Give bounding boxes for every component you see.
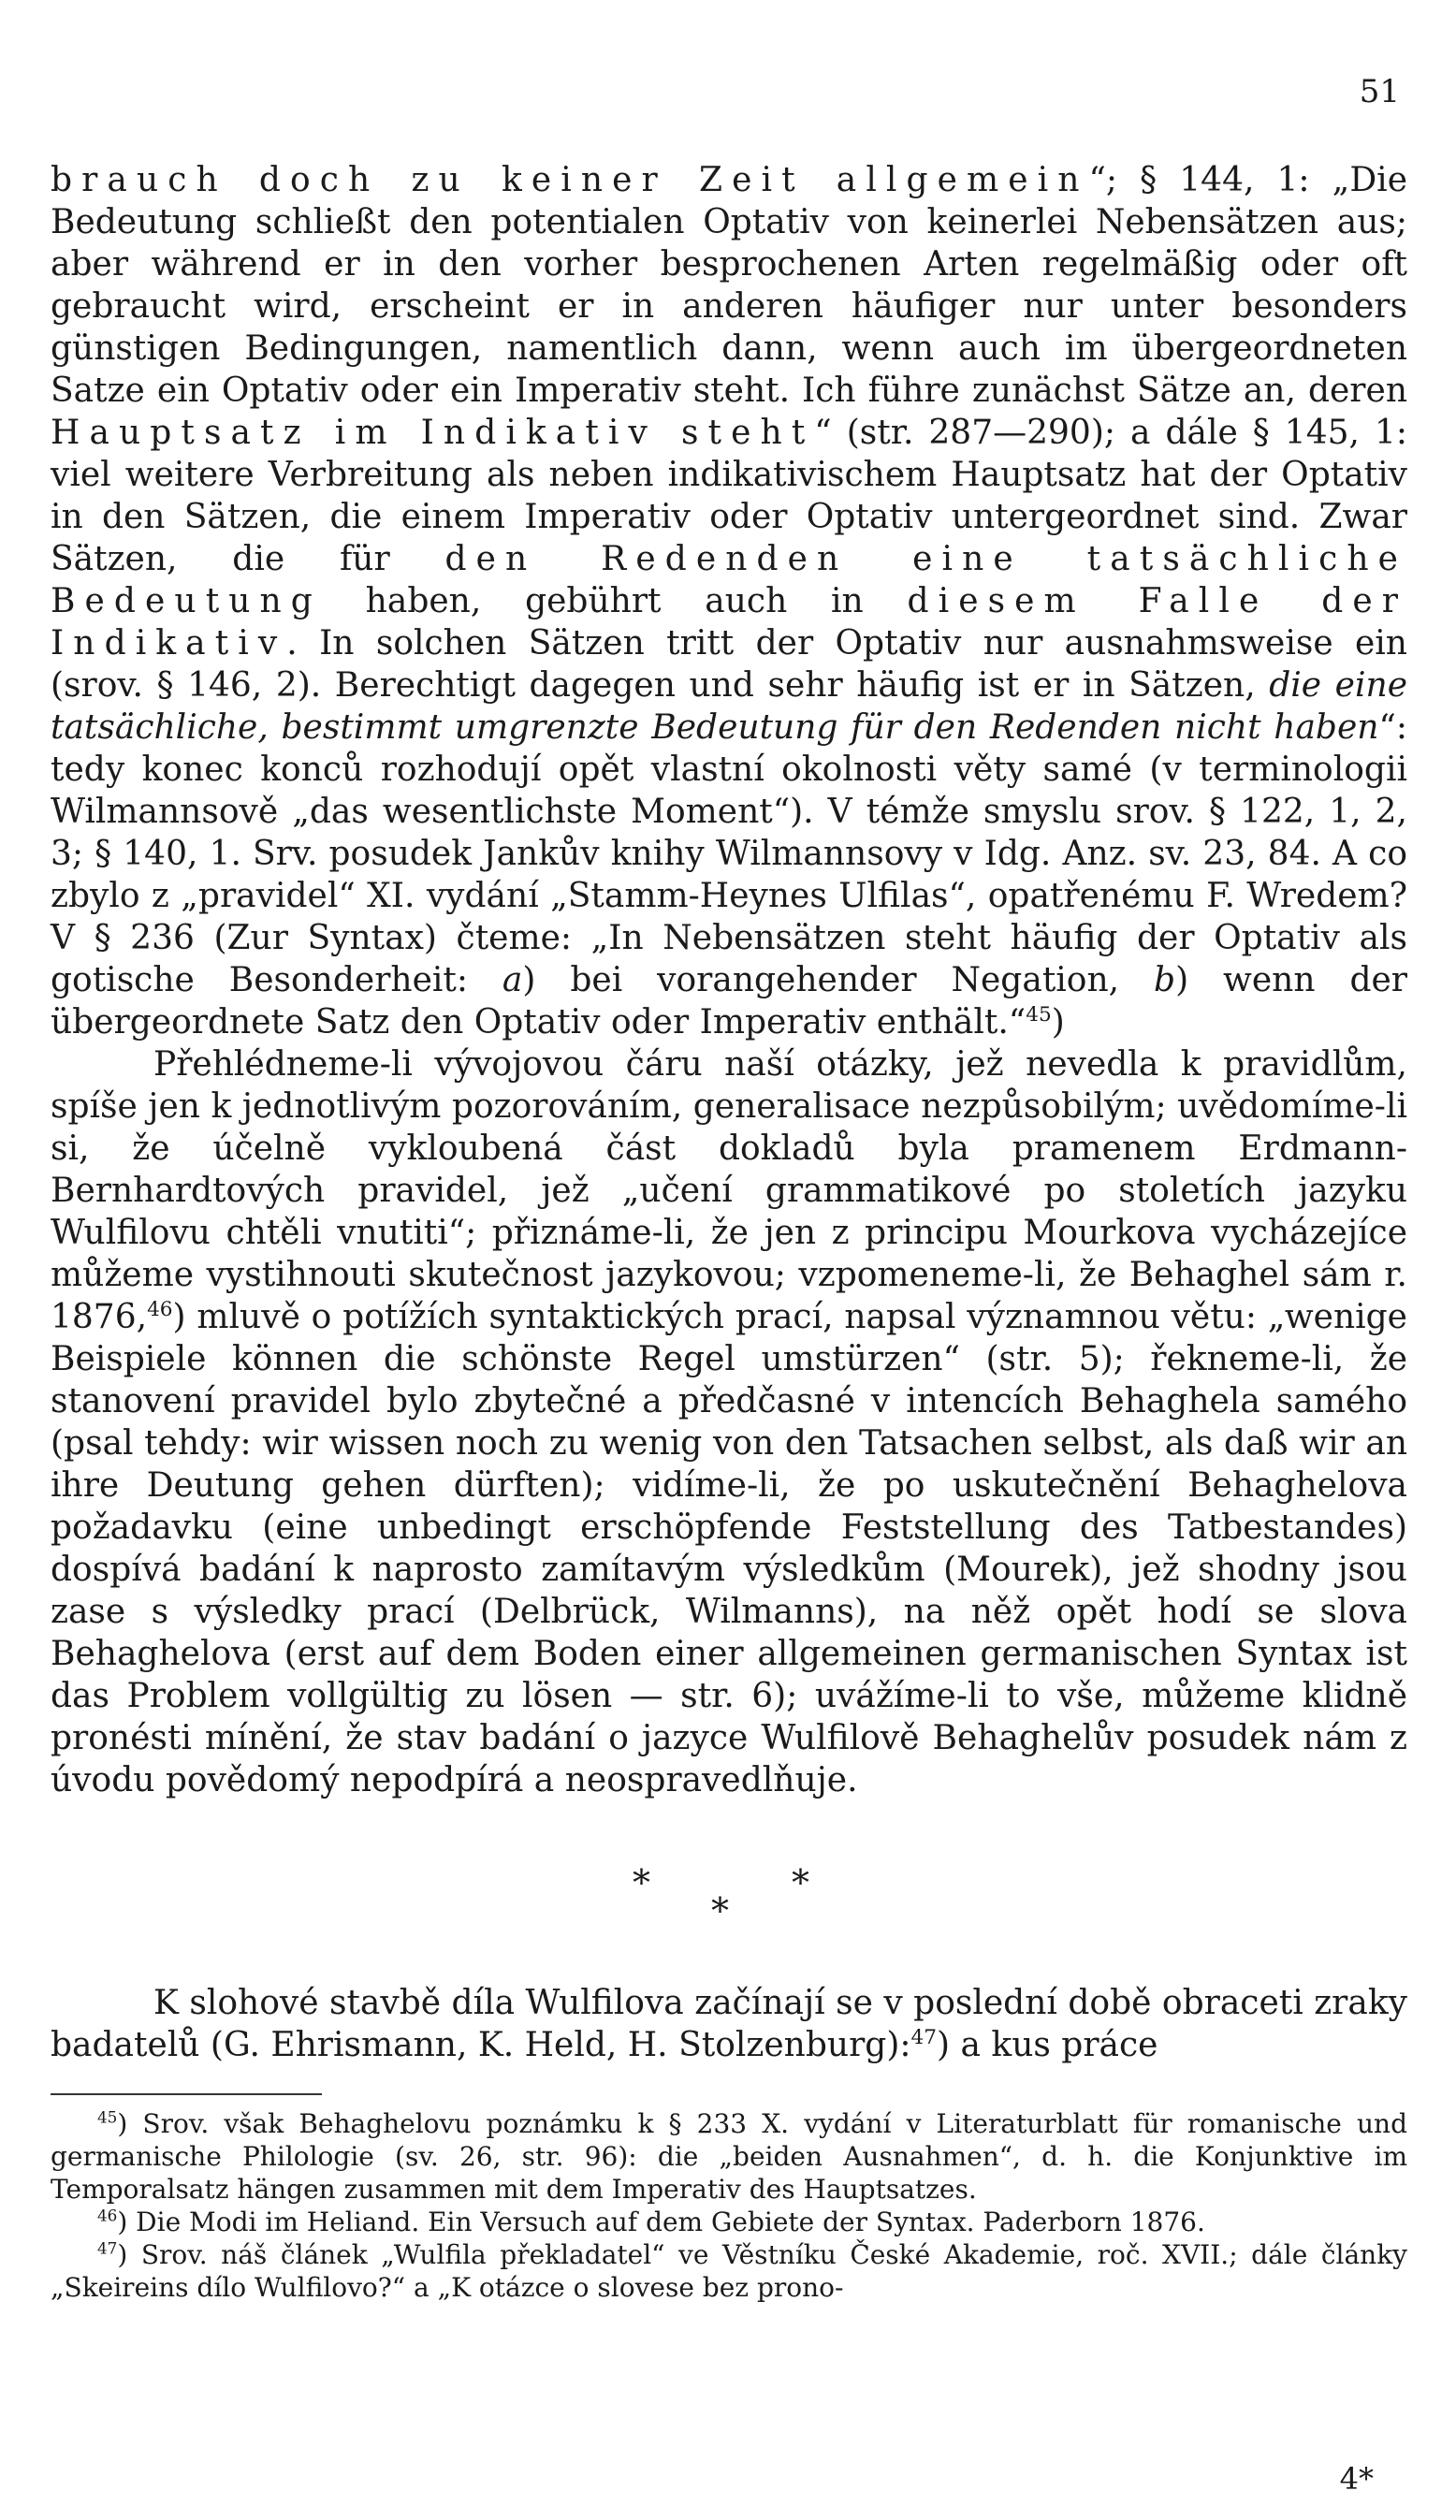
footnote-ref: 45 — [1026, 1003, 1052, 1027]
paragraph-1 — [51, 159, 1407, 1043]
text-run: ) a kus práce — [936, 2026, 1158, 2064]
footnote-text: ) Die Modi im Heliand. Ein Versuch auf dem Gebiete der Syntax. Paderborn 1876. — [117, 2207, 1205, 2237]
paragraph-3 — [51, 1982, 1407, 2066]
spaced-text: diesem Falle der Indikativ — [51, 582, 1407, 663]
section-divider — [0, 1862, 1456, 1937]
text-run: ) mluvě o potížích syntaktických prací, napsal významnou větu: „wenige Beispiele können die schönste Regel umstürzen“ (str. 5); řekneme-li, že stanovení pravidel bylo zbytečné a předčasné v intencích Behaghela samého (psal tehdy: wir wissen noch zu wenig von den Tatsachen selbst, als daß wir an ihre Deutung gehen dürften); vidíme-li, že po uskutečnění Behaghelova požadavku (eine unbedingt erschöpfende Feststellung des Tatbestandes) dospívá badání k naprosto zamítavým výsledkům (Mourek), jež shodny jsou zase s výsledky prací (Delbrück, Wilmanns), na něž opět hodí se slova Behaghelova (erst auf dem Boden einer allgemeinen germanischen Syntax ist das Problem vollgültig zu lösen — str. 6); uvážíme-li to vše, můžeme klidně pronésti mínění, že stav badání o jazyce Wulfilově Behaghelův posudek nám z úvodu povědomý nepodpírá a neospravedlňuje. — [51, 1298, 1407, 1799]
text-run: ) wenn der übergeordnete Satz den Optativ oder Imperativ enthält.“ — [51, 961, 1408, 1042]
footnote-mark: 46 — [97, 2206, 118, 2225]
text-run: ) — [1051, 1003, 1065, 1042]
star-mark: * — [792, 1862, 809, 1903]
footnote-mark: 45 — [97, 2107, 118, 2127]
text-run: “; § 144, 1: „Die Bedeutung schließt den potentialen Optativ von keinerlei Nebensätzen aus; aber während er in den vorher besprochenen Arten regelmäßig oder oft gebraucht wird, erscheint er in anderen häufiger nur unter besonders günstigen Bedingungen, namentlich dann, wenn auch im übergeordneten Satze ein Optativ oder ein Imperativ steht. Ich führe zunächst Sätze an, deren — [51, 161, 1408, 410]
footnote-ref: 47 — [910, 2026, 937, 2049]
footnote-mark: 47 — [97, 2238, 118, 2258]
footnote-47 — [51, 2238, 1407, 2304]
printer-signature: 4* — [1339, 2461, 1374, 2497]
footnote-text: ) Srov. však Behaghelovu poznámku k § 233 X. vydání v Literaturblatt für romanische und germanische Philologie (sv. 26, str. 96): die „beiden Ausnahmen“, d. h. die Konjunktive im Temporalsatz hängen zusammen mit dem Imperativ des Hauptsatzes. — [51, 2108, 1407, 2205]
star-mark: * — [711, 1890, 729, 1931]
italic-text: die eine tatsächliche, bestimmt umgrenzte Bedeutung für den Redenden nicht haben — [51, 666, 1407, 747]
spaced-text: den Redenden eine tatsächliche Bedeutung — [51, 540, 1408, 620]
main-text — [51, 159, 1407, 1801]
footnote-text: ) Srov. náš článek „Wulfila překladatel“ ve Věstníku České Akademie, roč. XVII.; dále články „Skeireins dílo Wulfilovo?“ a „K otázce o slovese bez prono- — [51, 2239, 1407, 2303]
footnote-46 — [51, 2206, 1407, 2238]
star-mark: * — [633, 1862, 650, 1903]
footnote-rule — [51, 2093, 322, 2095]
text-run: ) bei vorangehender Negation, — [522, 961, 1155, 999]
footnotes — [51, 2107, 1407, 2304]
text-run: . In solchen Sätzen tritt der Optativ nur ausnahmsweise ein (srov. § 146, 2). Berechtigt dagegen und sehr häufig ist er in Sätzen, — [51, 624, 1407, 705]
italic-text: a — [502, 961, 523, 999]
text-run: K slohové stavbě díla Wulfilova začínají se v poslední době obraceti zraky badatelů (G. Ehrismann, K. Held, H. Stolzenburg): — [51, 1984, 1407, 2064]
text-run: “: tedy konec konců rozhodují opět vlastní okolnosti věty samé (v terminologii Wilmannsově „das wesentlichste Moment“). V témže smyslu srov. § 122, 1, 2, 3; § 140, 1. Srv. posudek Jankův knihy Wilmannsovy v Idg. Anz. sv. 23, 84. A co zbylo z „pravidel“ XI. vydání „Stamm-Heynes Ulfilas“, opatřenému F. Wredem? V § 236 (Zur Syntax) čteme: „In Nebensätzen steht häufig der Optativ als gotische Besonderheit: — [51, 708, 1407, 999]
text-run: Přehlédneme-li vývojovou čáru naší otázky, jež nevedla k pravidlům, spíše jen k jednotlivým pozorováním, generalisace nezpůsobilým; uvědomíme-li si, že účelně vykloubená část dokladů byla pramenem Erdmann-Bernhardtových pravidel, jež „učení grammatikové po stoletích jazyku Wulfilovu chtěli vnutiti“; přiznáme-li, že jen z principu Mourkova vycházejíce můžeme vystihnouti skutečnost jazykovou; vzpomeneme-li, že Behaghel sám r. 1876, — [51, 1045, 1407, 1336]
paragraph-2 — [51, 1043, 1407, 1801]
footnote-ref: 46 — [147, 1298, 173, 1321]
text-run: haben, gebührt auch in — [321, 582, 908, 620]
spaced-text: brauch doch zu keiner Zeit allgemein — [51, 161, 1089, 199]
footnote-45 — [51, 2107, 1407, 2206]
italic-text: b — [1154, 961, 1176, 999]
text-run: “ (str. 287—290); a dále § 145, 1: viel weitere Verbreitung als neben indikativischem Hauptsatz hat der Optativ in den Sätzen, die einem Imperativ oder Optativ untergeordnet sind. Zwar Sätzen, die für — [51, 414, 1407, 578]
spaced-text: Hauptsatz im Indikativ steht — [51, 414, 815, 452]
page-number: 51 — [1359, 73, 1400, 110]
